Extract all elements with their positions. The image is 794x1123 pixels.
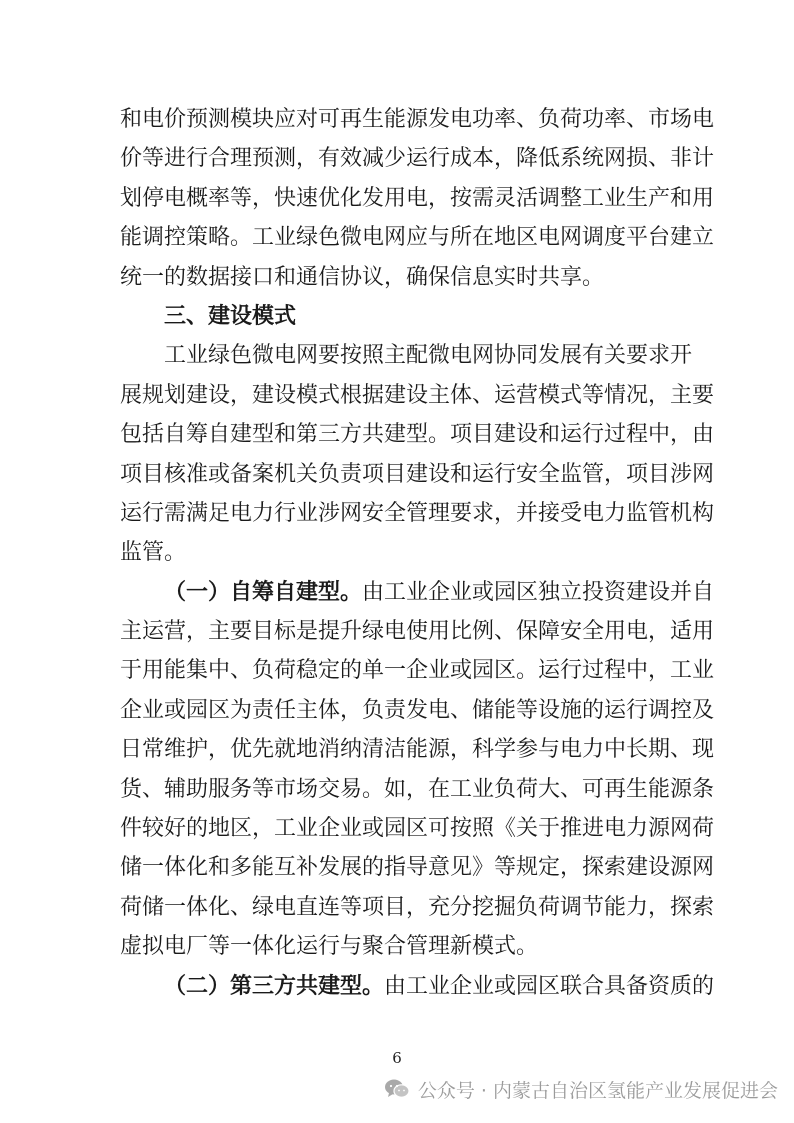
paragraph-line: 储一体化和多能互补发展的指导意见》等规定，探索建设源网 <box>120 855 715 881</box>
paragraph-line: 企业或园区为责任主体，负责发电、储能等设施的运行调控及 <box>120 697 715 723</box>
paragraph-line: 工业绿色微电网要按照主配微电网协同发展有关要求开 <box>164 343 693 369</box>
paragraph-line: 展规划建设，建设模式根据建设主体、运营模式等情况，主要 <box>120 382 715 408</box>
subsection-title: （二）第三方共建型。 <box>164 972 385 999</box>
subsection-text: 由工业企业或园区独立投资建设并自 <box>362 579 715 605</box>
paragraph-line: 价等进行合理预测，有效减少运行成本，降低系统网损、非计 <box>120 146 715 172</box>
page-number: 6 <box>392 1049 402 1067</box>
subsection-first-line <box>120 573 715 612</box>
subsection-first-line <box>120 967 715 1006</box>
paragraph-line: 包括自筹自建型和第三方共建型。项目建设和运行过程中，由 <box>120 422 715 448</box>
paragraph-line: 能调控策略。工业绿色微电网应与所在地区电网调度平台建立 <box>120 225 715 251</box>
paragraph-line: 运行需满足电力行业涉网安全管理要求，并接受电力监管机构 <box>120 500 715 526</box>
paragraph-line: 主运营，主要目标是提升绿电使用比例、保障安全用电，适用 <box>120 619 715 645</box>
watermark-text: 公众号 · 内蒙古自治区氢能产业发展促进会 <box>417 1079 778 1102</box>
wechat-icon <box>384 1078 410 1100</box>
paragraph-line: 荷储一体化、绿电直连等项目，充分挖掘负荷调节能力，探索 <box>120 894 715 920</box>
subsection-title: （一）自筹自建型。 <box>164 578 363 605</box>
paragraph-line: 监管。 <box>120 540 187 566</box>
paragraph-line: 货、辅助服务等市场交易。如，在工业负荷大、可再生能源条 <box>120 776 715 802</box>
paragraph-line: 于用能集中、负荷稳定的单一企业或园区。运行过程中，工业 <box>120 658 715 684</box>
section-heading: 三、建设模式 <box>164 303 297 329</box>
paragraph-line: 统一的数据接口和通信协议，确保信息实时共享。 <box>120 264 605 290</box>
document-body <box>120 100 715 1006</box>
paragraph-line: 日常维护，优先就地消纳清洁能源，科学参与电力中长期、现 <box>120 737 715 763</box>
paragraph-line: 项目核准或备案机关负责项目建设和运行安全监管，项目涉网 <box>120 461 715 487</box>
paragraph-line: 和电价预测模块应对可再生能源发电功率、负荷功率、市场电 <box>120 107 715 132</box>
paragraph-line: 件较好的地区，工业企业或园区可按照《关于推进电力源网荷 <box>120 816 715 842</box>
paragraph-line: 虚拟电厂等一体化运行与聚合管理新模式。 <box>120 934 539 960</box>
subsection-text: 由工业企业或园区联合具备资质的 <box>384 973 715 999</box>
paragraph-line: 划停电概率等，快速优化发用电，按需灵活调整工业生产和用 <box>120 185 715 211</box>
watermark <box>384 1074 778 1104</box>
